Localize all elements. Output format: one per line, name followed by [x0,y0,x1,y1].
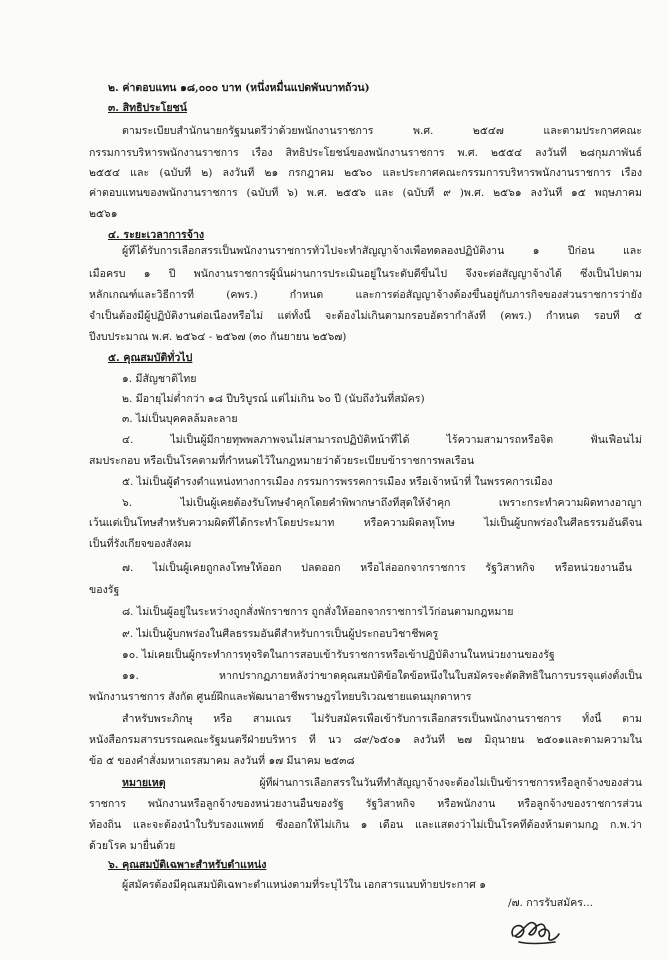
section-6-heading: ๖. คุณสมบัติเฉพาะสำหรับตำแหน่ง [108,859,267,871]
section-3-line: ตามระเบียบสำนักนายกรัฐมนตรีว่าด้วยพนักงานราชการ พ.ศ. ๒๕๔๗ และตามประกาศคณะ [122,125,642,137]
qualification-item: ๒. มีอายุไม่ต่ำกว่า ๑๘ ปีบริบูรณ์ แต่ไม่เกิน ๖๐ ปี (นับถึงวันที่สมัคร) [122,393,425,405]
qualification-item: เว้นแต่เป็นโทษสำหรับความผิดที่ได้กระทำโดยประมาท หรือความผิดลหุโทษ ไม่เป็นผู้บกพร่องในศีลธรรมอันดีจน [89,517,642,529]
section-3-line: ๒๕๕๔ และ (ฉบับที่ ๒) ลงวันที่ ๒๑ กรกฎาคม ๒๕๖๐ และประกาศคณะกรรมการบริหารพนักงานราชการ เรื่อง [89,167,642,179]
section-4-line: จำเป็นต้องมีผู้ปฏิบัติงานต่อเนื่องหรือไม่ แต่ทั้งนี้ จะต้องไม่เกินตามกรอบอัตรากำลังที่ (คพร.) กำหนด รอบที่ ๕ [89,310,642,322]
qualification-item: ๓. ไม่เป็นบุคคลล้มละลาย [122,413,238,425]
qualification-item: พนักงานราชการ สังกัด ศูนย์ฝึกและพัฒนาอาชีพราษฎรไทยบริเวณชายแดนมุกดาหาร [89,691,472,703]
qualification-item: ๖. ไม่เป็นผู้เคยต้องรับโทษจำคุกโดยคำพิพากษาถึงที่สุดให้จำคุก เพราะกระทำความผิดทางอาญา [122,497,642,509]
monk-clause-line: ข้อ ๕ ของคำสั่งมหาเถรสมาคม ลงวันที่ ๑๗ มีนาคม ๒๕๓๘ [89,755,355,767]
note-line: ด้วยโรค มายื่นด้วย [89,840,176,852]
note-line [122,776,642,790]
note-text: ผู้ที่ผ่านการเลือกสรรในวันที่ทำสัญญาจ้างจะต้องไม่เป็นข้าราชการหรือลูกจ้างของส่วน [165,777,642,789]
section-4-line: หลักเกณฑ์และวิธีการที่ (คพร.) กำหนด และการต่อสัญญาจ้างต้องขึ้นอยู่กับภารกิจของส่วนราชการว่ายัง [89,289,642,301]
qualification-item: ของรัฐ [89,584,120,596]
qualification-item: ๑. มีสัญชาติไทย [122,373,197,385]
monk-clause-line: สำหรับพระภิกษุ หรือ สามเณร ไม่รับสมัครเพื่อเข้ารับการเลือกสรรเป็นพนักงานราชการ ทั้งนี้ ตาม [122,713,642,725]
qualification-item: สมประกอบ หรือเป็นโรคตามที่กำหนดไว้ในกฎหมายว่าด้วยระเบียบข้าราชการพลเรือน [89,455,475,467]
qualification-item: ๗. ไม่เป็นผู้เคยถูกลงโทษให้ออก ปลดออก หรือไล่ออกจากราชการ รัฐวิสาหกิจ หรือหน่วยงานอื่น [122,562,632,574]
section-5-heading: ๕. คุณสมบัติทั่วไป [108,352,193,364]
section-4-line: ปีงบประมาณ พ.ศ. ๒๕๖๔ - ๒๕๖๗ (๓๐ กันยายน ๒๕๖๗) [89,331,347,343]
section-4-line: เมื่อครบ ๑ ปี พนักงานราชการผู้นั้นผ่านการประเมินอยู่ในระดับดีขึ้นไป จึงจะต่อสัญญาจ้างได้ ซึ่งเป็นไปตาม [89,268,642,280]
qualification-item: ๕. ไม่เป็นผู้ดำรงตำแหน่งทางการเมือง กรรมการพรรคการเมือง หรือเจ้าหน้าที่ ในพรรคการเมือง [122,476,553,488]
section-4-line: ผู้ที่ได้รับการเลือกสรรเป็นพนักงานราชการทั่วไปจะทำสัญญาจ้างเพื่อทดลองปฏิบัติงาน ๑ ปีก่อน และ [122,245,642,257]
qualification-item: ๑๑. หากปรากฏภายหลังว่าขาดคุณสมบัติข้อใดข้อหนึ่งในใบสมัครจะตัดสิทธิในการบรรจุแต่งตั้งเป็น [122,670,642,682]
qualification-item: ๔. ไม่เป็นผู้มีกายทุพพลภาพจนไม่สามารถปฏิบัติหน้าที่ได้ ไร้ความสามารถหรือจิต ฟั่นเฟือนไม่ [122,434,642,446]
monk-clause-line: หนังสือกรมสารบรรณคณะรัฐมนตรีฝ่ายบริหาร ที่ นว ๘๙/๖๕๐๑ ลงวันที่ ๒๗ มิถุนายน ๒๕๐๑และตามความใน [89,734,642,746]
qualification-item: ๑๐. ไม่เคยเป็นผู้กระทำการทุจริตในการสอบเข้ารับราชการหรือเข้าปฏิบัติงานในหน่วยงานของรัฐ [122,649,555,661]
note-label: หมายเหตุ [122,777,166,789]
section-4-heading: ๔. ระยะเวลาการจ้าง [108,229,205,241]
section-3-line: ๒๕๖๑ [89,208,118,220]
note-line: ราชการ พนักงานหรือลูกจ้างของหน่วยงานอื่นของรัฐ รัฐวิสาหกิจ หรือพนักงาน หรือลูกจ้างของราชการส่วน [89,798,642,810]
qualification-item: เป็นที่รังเกียจของสังคม [89,538,192,550]
signature-icon [505,906,565,948]
section-3-line: กรรมการบริหารพนักงานราชการ เรื่อง สิทธิประโยชน์ของพนักงานราชการ พ.ศ. ๒๕๕๔ ลงวันที่ ๒๘กุมภาพันธ์ [89,147,642,159]
continuation-text: /๗. การรับสมัคร... [508,897,594,909]
qualification-item: ๘. ไม่เป็นผู้อยู่ในระหว่างถูกสั่งพักราชการ ถูกสั่งให้ออกจากราชการไว้ก่อนตามกฎหมาย [122,606,514,618]
qualification-item: ๙. ไม่เป็นผู้บกพร่องในศีลธรรมอันดีสำหรับการเป็นผู้ประกอบวิชาชีพครู [122,628,439,640]
note-line: ท้องถิ่น และจะต้องนำใบรับรองแพทย์ ซึ่งออกให้ไม่เกิน ๑ เดือน และแสดงว่าไม่เป็นโรคที่ต้องห้ามตามกฎ ก.พ.ว่า [89,819,642,831]
section-2-compensation: ๒. ค่าตอบแทน ๑๘,๐๐๐ บาท (หนึ่งหมื่นแปดพันบาทถ้วน) [108,82,370,94]
section-3-line: ค่าตอบแทนของพนักงานราชการ (ฉบับที่ ๖) พ.ศ. ๒๕๕๖ และ (ฉบับที่ ๙ )พ.ศ. ๒๕๖๑ ลงวันที่ ๑๕ พฤษภาคม [89,187,642,199]
section-6-line: ผู้สมัครต้องมีคุณสมบัติเฉพาะตำแหน่งตามที่ระบุไว้ใน เอกสารแนบท้ายประกาศ ๑ [122,879,486,891]
section-3-heading: ๓. สิทธิประโยชน์ [108,102,187,114]
